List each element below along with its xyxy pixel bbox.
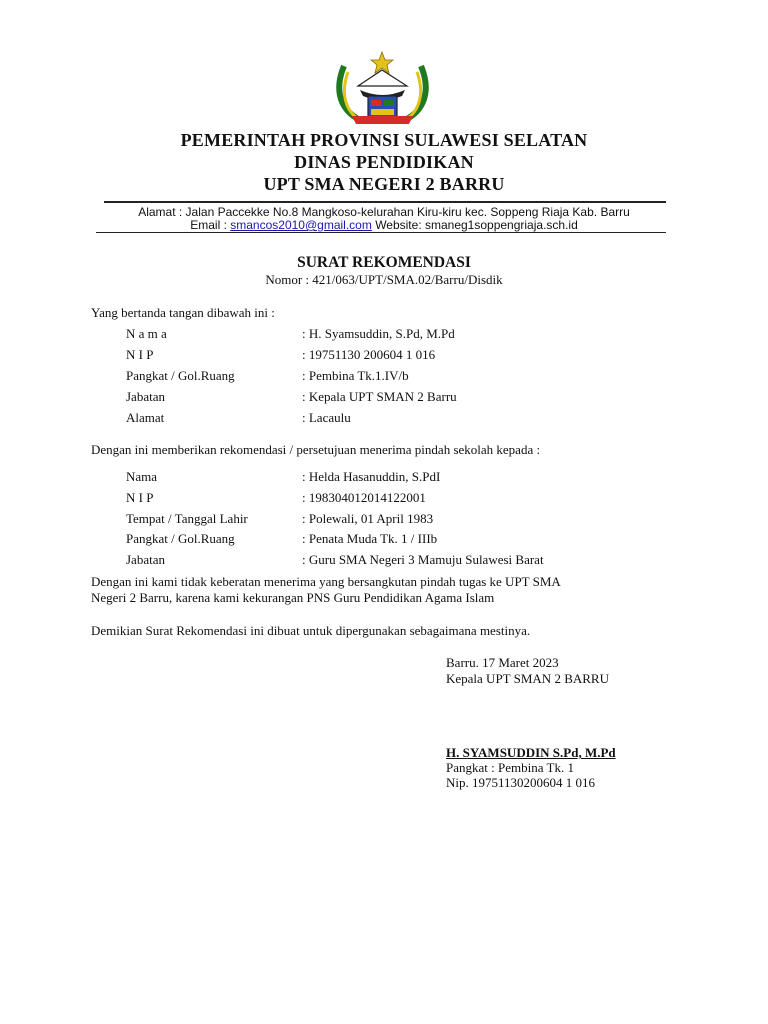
- school-contact-line: [0, 218, 768, 232]
- signer-rank-value: : Pembina Tk.1.IV/b: [302, 368, 409, 383]
- subject-nip-value: : 198304012014122001: [302, 490, 426, 505]
- signer-nip-label: N I P: [126, 347, 154, 362]
- header-bottom-rule: [96, 232, 666, 233]
- school-website: Website: smaneg1soppengriaja.sch.id: [375, 218, 578, 232]
- subject-nip-label: N I P: [126, 490, 154, 505]
- signature-name: H. SYAMSUDDIN S.Pd, M.Pd: [446, 745, 616, 760]
- signer-name-value: : H. Syamsuddin, S.Pd, M.Pd: [302, 326, 455, 341]
- subject-birth-label: Tempat / Tanggal Lahir: [126, 511, 248, 526]
- subject-position-value: : Guru SMA Negeri 3 Mamuju Sulawesi Barat: [302, 552, 544, 567]
- signer-address-label: Alamat: [126, 410, 165, 425]
- signature-position: Kepala UPT SMAN 2 BARRU: [446, 671, 609, 686]
- statement-line-1: Dengan ini kami tidak keberatan menerima yang bersangkutan pindah tugas ke UPT SMA: [91, 574, 561, 589]
- subject-position-label: Jabatan: [126, 552, 165, 567]
- header-line-agency: DINAS PENDIDIKAN: [294, 152, 474, 172]
- intro-text: Yang bertanda tangan dibawah ini :: [91, 305, 275, 320]
- signer-address-value: : Lacaulu: [302, 410, 351, 425]
- subject-name-value: : Helda Hasanuddin, S.PdI: [302, 469, 441, 484]
- signer-rank-label: Pangkat / Gol.Ruang: [126, 368, 235, 383]
- header-line-province: PEMERINTAH PROVINSI SULAWESI SELATAN: [180, 130, 588, 150]
- subject-birth-value: : Polewali, 01 April 1983: [302, 511, 434, 526]
- header-top-rule: [104, 201, 666, 203]
- signer-name-label: N a m a: [126, 326, 167, 341]
- header-line-school: UPT SMA NEGERI 2 BARRU: [263, 174, 505, 194]
- subject-name-label: Nama: [126, 469, 158, 484]
- school-address: Alamat : Jalan Paccekke No.8 Mangkoso-kelurahan Kiru-kiru kec. Soppeng Riaja Kab. Barru: [138, 205, 630, 219]
- south-sulawesi-emblem-icon: [330, 50, 435, 125]
- signature-place-date: Barru. 17 Maret 2023: [446, 655, 559, 670]
- signature-nip: Nip. 19751130200604 1 016: [446, 775, 596, 790]
- letter-number: Nomor : 421/063/UPT/SMA.02/Barru/Disdik: [265, 272, 503, 287]
- statement-line-2: Negeri 2 Barru, karena kami kekurangan PNS Guru Pendidikan Agama Islam: [91, 590, 495, 605]
- subject-rank-label: Pangkat / Gol.Ruang: [126, 531, 235, 546]
- signature-rank: Pangkat : Pembina Tk. 1: [446, 760, 574, 775]
- closing-text: Demikian Surat Rekomendasi ini dibuat untuk dipergunakan sebagaimana mestinya.: [91, 623, 531, 638]
- recommend-text: Dengan ini memberikan rekomendasi / persetujuan menerima pindah sekolah kepada :: [91, 442, 541, 457]
- signer-nip-value: : 19751130 200604 1 016: [302, 347, 436, 362]
- government-emblem-logo: [330, 50, 435, 125]
- subject-rank-value: : Penata Muda Tk. 1 / IIIb: [302, 531, 438, 546]
- letter-title: SURAT REKOMENDASI: [297, 254, 471, 271]
- signer-position-label: Jabatan: [126, 389, 165, 404]
- signer-position-value: : Kepala UPT SMAN 2 Barru: [302, 389, 457, 404]
- email-link[interactable]: smancos2010@gmail.com: [230, 218, 372, 232]
- email-label: Email :: [190, 218, 227, 232]
